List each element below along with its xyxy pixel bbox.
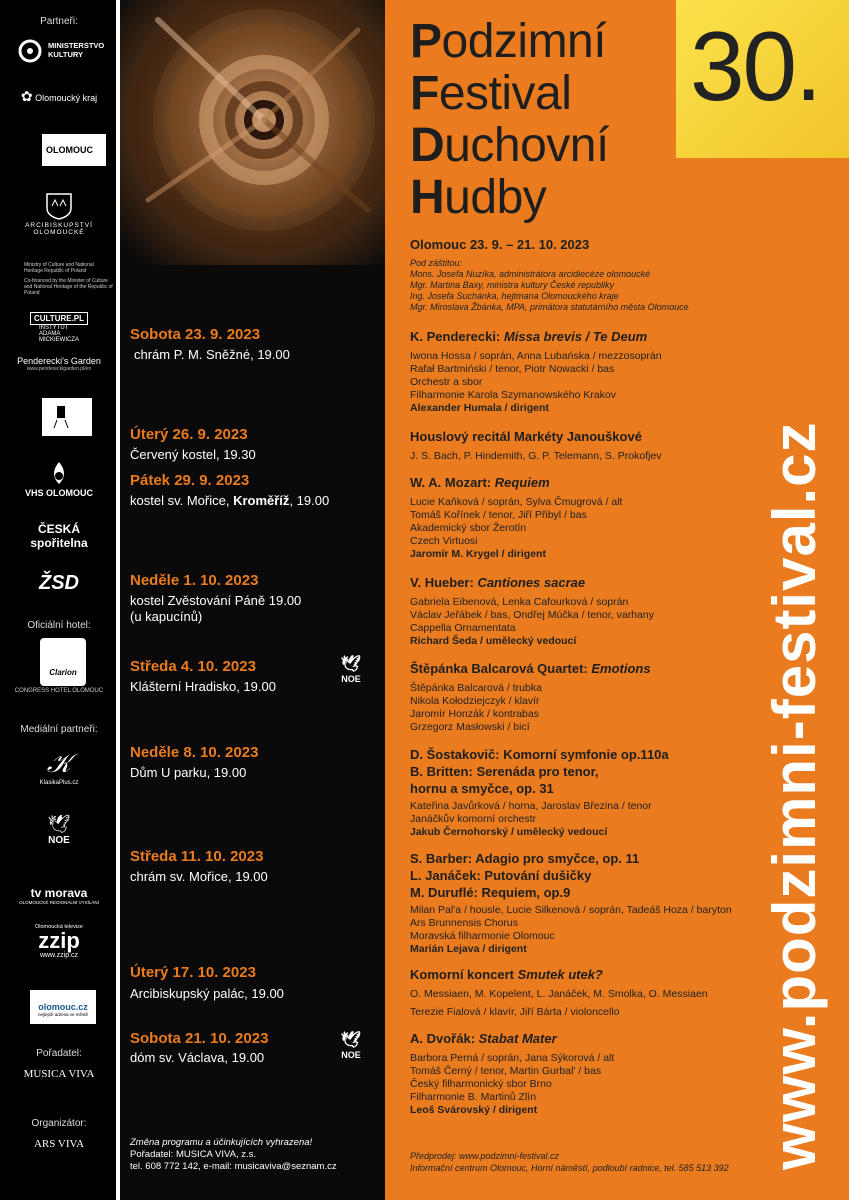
website-vertical-text: www.podzimni-festival.cz — [761, 421, 828, 1170]
event-title: S. Barber: Adagio pro smyčce, op. 11 L. Janáček: Putování dušičky M. Duruflé: Requiem, op.9 — [410, 851, 640, 900]
spiral-staircase-photo — [118, 0, 385, 265]
title-line-3: Duchovní — [410, 119, 609, 172]
event-venue: dóm sv. Václava, 19.00 — [130, 1050, 265, 1065]
event-venue: Arcibiskupský palác, 19.00 — [130, 986, 284, 1001]
partners-label: Partneři: — [40, 16, 78, 27]
event-performers: Iwona Hossa / soprán, Anna Lubańska / mezzosoprán Rafał Bartmiński / tenor, Piotr Nowacki / bas Orchestr a sbor Filharmonie Karola Szymanowského Krakov Alexander Humala / dirigent — [410, 350, 662, 414]
event-venue: Dům U parku, 19.00 — [130, 765, 247, 780]
noe-badge: 🕊 NOE — [340, 1032, 362, 1060]
event-title: Komorní koncert Smutek utek? — [410, 967, 603, 982]
event-date: Úterý 26. 9. 2023 — [130, 426, 248, 443]
footer-organizer-info: Změna programu a účinkujících vyhrazena! Pořadatel: MUSICA VIVA, z.s. tel. 608 772 142, e-mail: musicaviva@seznam.cz — [130, 1137, 337, 1172]
title-line-1: Podzimní — [410, 15, 607, 68]
congress-hotel-label: CONGRESS HOTEL OLOMOUC — [14, 688, 104, 694]
event-date: Sobota 21. 10. 2023 — [130, 1030, 269, 1047]
event-venue: chrám P. M. Sněžné, 19.00 — [134, 347, 290, 362]
event-performers: Štěpánka Balcarová / trubka Nikola Kołodziejczyk / klavír Jaromír Honzák / kontrabas Grzegorz Masłowski / bicí — [410, 682, 542, 733]
event-venue: chrám sv. Mořice, 19.00 — [130, 869, 268, 884]
organizer-label: Pořadatel: — [36, 1048, 82, 1059]
footer-presale-info: Předprodej: www.podzimni-festival.cz Informační centrum Olomouc, Horní náměstí, podloubí radnice, tel. 585 513 392 — [410, 1151, 729, 1173]
klasikaplus-logo: 𝒦 KlasikaPlus.cz — [39, 748, 79, 786]
event-date: Středa 4. 10. 2023 — [130, 658, 256, 675]
olomouc-cz-logo: olomouc.cz nejlepší adresa ve městě — [30, 990, 96, 1024]
ars-viva-logo: ARS VIVA — [33, 1138, 85, 1150]
pendereckis-garden-logo: Penderecki's Garden www.pendereckigarden.pl/en — [17, 356, 101, 372]
noe-logo: 🕊 NOE — [47, 814, 71, 846]
event-title: V. Hueber: Cantiones sacrae — [410, 575, 586, 590]
polish-ministry-logo: Ministry of Culture and National Heritage Republic of Poland Co-financed by the Minister of Culture and National Heritage of the Republic of Poland — [24, 262, 113, 296]
ceska-sporitelna-logo: ČESKÁ spořitelna — [30, 522, 88, 550]
tv-morava-logo: tv morava OLOMOUCKÉ REGIONÁLNÍ VYSÍLÁNÍ — [19, 886, 99, 905]
patronage-block: Pod záštitou: Mons. Josefa Nuzíka, administrátora arcidiecéze olomoucké Mgr. Martina Baxy, ministra kultury České republiky Ing. Josefa Suchánka, hejtmana Olomouckého kraje Mgr. Miroslava Žbánka, MPA, primátora statutárního města Olomouce — [410, 258, 689, 312]
title-line-2: Festival — [410, 67, 572, 120]
hotel-label: Oficiální hotel: — [27, 620, 91, 631]
event-performers: Kateřina Javůrková / horna, Jaroslav Březina / tenor Janáčkův komorní orchestr Jakub Černohorský / umělecký vedoucí — [410, 800, 652, 838]
event-date: Neděle 8. 10. 2023 — [130, 744, 259, 761]
event-performers: J. S. Bach, P. Hindemith, G. P. Telemann, S. Prokofjev — [410, 450, 662, 462]
media-partners-label: Mediální partneři: — [20, 724, 98, 735]
event-date: Sobota 23. 9. 2023 — [130, 326, 261, 343]
olomouc-city-logo: OLOMOUC — [26, 134, 106, 166]
event-venue: kostel sv. Mořice, Kroměříž, 19.00 — [130, 493, 330, 508]
zzip-logo: Olomoucká televize zzip www.zzip.cz — [35, 924, 83, 959]
event-title: Houslový recitál Markéty Janouškové — [410, 429, 642, 444]
event-venue: kostel Zvěstování Páně 19.00 (u kapucínů) — [130, 593, 302, 624]
event-performers: Barbora Perná / soprán, Jana Sýkorová / alt Tomáš Černý / tenor, Martin Gurbal' / bas Český filharmonický sbor Brno Filharmonie B. Martinů Zlín Leoš Svárovský / dirigent — [410, 1052, 615, 1116]
event-performers: Lucie Kaňková / soprán, Sylva Čmugrová / alt Tomáš Kořínek / tenor, Jiří Přibyl / bas Akademický sbor Žerotín Czech Virtuosi Jaromír M. Krygel / dirigent — [410, 496, 623, 560]
vhs-olomouc-logo: VHS OLOMOUC — [14, 460, 104, 498]
olomoucky-kraj-logo: ✿ Olomoucký kraj — [20, 88, 98, 104]
title-line-4: Hudby — [410, 171, 547, 224]
event-performers: Gabriela Eibenová, Lenka Cafourková / soprán Václav Jeřábek / bas, Ondřej Múčka / tenor, varhany Cappella Ornamentata Richard Šeda / umělecký vedoucí — [410, 596, 654, 647]
festival-dates: Olomouc 23. 9. – 21. 10. 2023 — [410, 237, 590, 252]
noe-badge: 🕊 NOE — [340, 656, 362, 684]
event-title: A. Dvořák: Stabat Mater — [410, 1031, 557, 1046]
event-venue: Červený kostel, 19.30 — [130, 447, 256, 462]
culture-pl-logo: CULTURE.PL INSTYTUT ADAMA MICKIEWICZA — [14, 312, 104, 343]
organizator-label: Organizátor: — [31, 1118, 87, 1129]
event-date: Úterý 17. 10. 2023 — [130, 964, 256, 981]
event-title: Štěpánka Balcarová Quartet: Emotions — [410, 661, 651, 676]
zsd-logo: ŽSD — [39, 572, 79, 594]
event-performers: Milan Pal'a / housle, Lucie Silkenová / soprán, Tadeáš Hoza / baryton Ars Brunnensis Chorus Moravská filharmonie Olomouc Marián Lejava / dirigent — [410, 904, 732, 955]
event-performers: O. Messiaen, M. Kopelent, L. Janáček, M. Smolka, O. Messiaen Terezie Fialová / klavír, Jiří Bárta / violoncello — [410, 988, 708, 1018]
clarion-logo: Clarion — [40, 638, 86, 686]
event-venue: Klášterní Hradisko, 19.00 — [130, 679, 276, 694]
event-title: D. Šostakovič: Komorní symfonie op.110a B. Britten: Serenáda pro tenor, hornu a smyčce, op. 31 — [410, 747, 669, 796]
event-date: Pátek 29. 9. 2023 — [130, 472, 250, 489]
event-date: Neděle 1. 10. 2023 — [130, 572, 259, 589]
archdiocese-logo: ARCIBISKUPSTVÍ OLOMOUCKÉ — [14, 192, 104, 236]
event-title: K. Penderecki: Missa brevis / Te Deum — [410, 329, 648, 344]
ministry-culture-logo: MINISTERSTVO KULTURY — [14, 38, 104, 66]
column-divider — [116, 0, 120, 1200]
anniversary-number: 30. — [690, 11, 821, 121]
event-title: W. A. Mozart: Requiem — [410, 475, 550, 490]
musica-viva-logo: MUSICA VIVA — [23, 1068, 95, 1080]
partner-small-logo — [42, 398, 92, 436]
event-date: Středa 11. 10. 2023 — [130, 848, 264, 865]
